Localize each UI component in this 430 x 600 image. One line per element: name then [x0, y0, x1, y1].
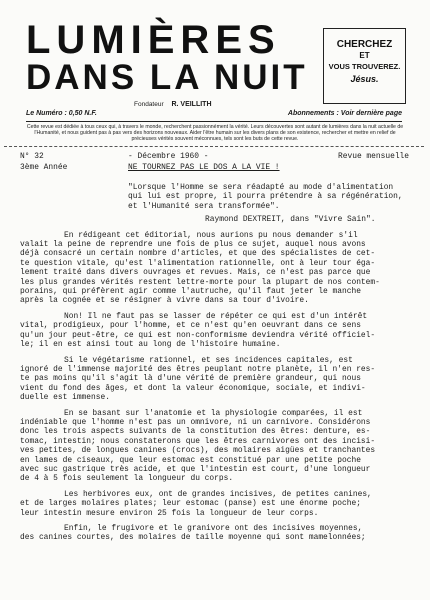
price-label: Le Numéro : 0,50 N.F. — [26, 110, 97, 117]
founder-name: R. VEILLITH — [171, 101, 212, 108]
paragraph-4: En se basant sur l'anatomie et la physiologie comparées, il est indéniable que l'homme n'est pas un omnivore, ni un carnivore. Considérons donc les trois aspects suivants de la constitution des êtres: denture, es- tomac, intestin; nous constaterons que les êtres carnivores ont des incisi- ves petites, de longues canines (crocs), des molaires aigües et tranchantes en lames de ciseaux, que leur estomac est constitué par une petite poche avec suc gastrique très acide, et que l'intestin est court, d'une longueur de 4 à 5 fois seulement la longueur du corps. — [20, 408, 376, 484]
quote-line: qui lui est propre, il pourra prétendre à sa régénération, — [128, 192, 403, 202]
founder-label: Fondateur — [134, 101, 164, 108]
paragraph-6: Enfin, le frugivore et le granivore ont des incisives moyennes, des canines courtes, des molaires de taille moyenne qui sont mamelonnées; — [20, 524, 366, 543]
motto-line3: VOUS TROUVEREZ. — [328, 62, 401, 71]
issue-date: - Décembre 1960 - — [128, 152, 209, 161]
masthead-title-line2: DANS LA NUIT — [26, 58, 308, 97]
quote-line: "Lorsque l'Homme se sera réadapté au mode d'alimentation — [128, 183, 394, 192]
epigraph-quote — [128, 183, 412, 211]
quote-line: et l'Humanité sera transformée". — [128, 201, 280, 211]
motto-line1: CHERCHEZ — [336, 39, 393, 50]
paragraph-3: Si le végétarisme rationnel, et ses incidences capitales, est ignoré de l'immense majorité des êtres peuplant notre planète, il n'en res- te pas moins qu'il s'agit là d'une vérité de première grandeur, qui nous vient du fond des âges, et dont la valeur économique, sociale, et indivi- duelle est immense. — [20, 355, 376, 403]
motto-box — [323, 28, 406, 104]
masthead-divider — [26, 121, 402, 122]
quote-attribution: Raymond DEXTREIT, dans "Vivre Sain". — [205, 215, 376, 225]
paragraph-5: Les herbivores eux, ont de grandes incisives, de petites canines, et de larges molaires plates; leur estomac (panse) est une énorme poche; leur intestin mesure environ 25 fois la longueur de leur corps. — [20, 489, 372, 518]
paragraph-1: En rédigeant cet éditorial, nous aurions pu nous demander s'il valait la peine de reprendre une fois de plus ce sujet, auquel nous avons déjà consacré un certain nombre d'articles, et que des spécialistes de cet- te question vitale, qu'est l'alimentation rationnelle, ont à leur tour éga- lement traité dans divers ouvrages et revues. Mais, ce n'est pas parce que les plus grandes vérités restent lettre-morte pour la plupart de nos contem- porains, qui préfèrent agir comme l'autruche, qu'il faut jeter le manche après la cognée et se résigner à vivre dans sa tour d'ivoire. — [20, 230, 380, 306]
motto-line2: ET — [359, 51, 370, 60]
subscriptions-label: Abonnements : Voir dernière page — [287, 110, 402, 117]
paragraph-2: Non! Il ne faut pas se lasser de répéter ce qui est d'un intérêt vital, prodigieux, pour l'homme, et ce n'est qu'en oeuvrant dans ce sens qu'un jour peut-être, ce qui est non-conformisme deviendra vérité officiel- le; il en est ainsi tout au long de l'histoire humaine. — [20, 311, 376, 350]
editorial-body — [20, 183, 412, 543]
dashed-divider — [4, 146, 424, 149]
publication-frequency: Revue mensuelle — [338, 152, 410, 161]
editorial-headline: NE TOURNEZ PAS LE DOS A LA VIE ! — [128, 163, 280, 172]
issue-number: N° 32 — [20, 152, 44, 161]
founder-line — [134, 101, 212, 108]
mission-statement: Cette revue est dédiée à tous ceux qui, à travers le monde, recherchent passionnément la vérité. Leurs découvertes sont autant de lumières dans la nuit actuelle de l'Humanité, et nous guident pas à pas vers des horizons nouveaux. Aider l'être humain sur les divers plans de son existence, rechercher et mettre en relief de précieuses vérités souvent méconnues, tels sont les buts de cette revue. — [26, 124, 404, 143]
motto-line4: Jésus. — [350, 74, 379, 84]
issue-year: 3ème Année — [20, 163, 68, 172]
issue-header — [20, 152, 410, 174]
masthead-title-line1: LUMIÈRES — [26, 18, 281, 62]
